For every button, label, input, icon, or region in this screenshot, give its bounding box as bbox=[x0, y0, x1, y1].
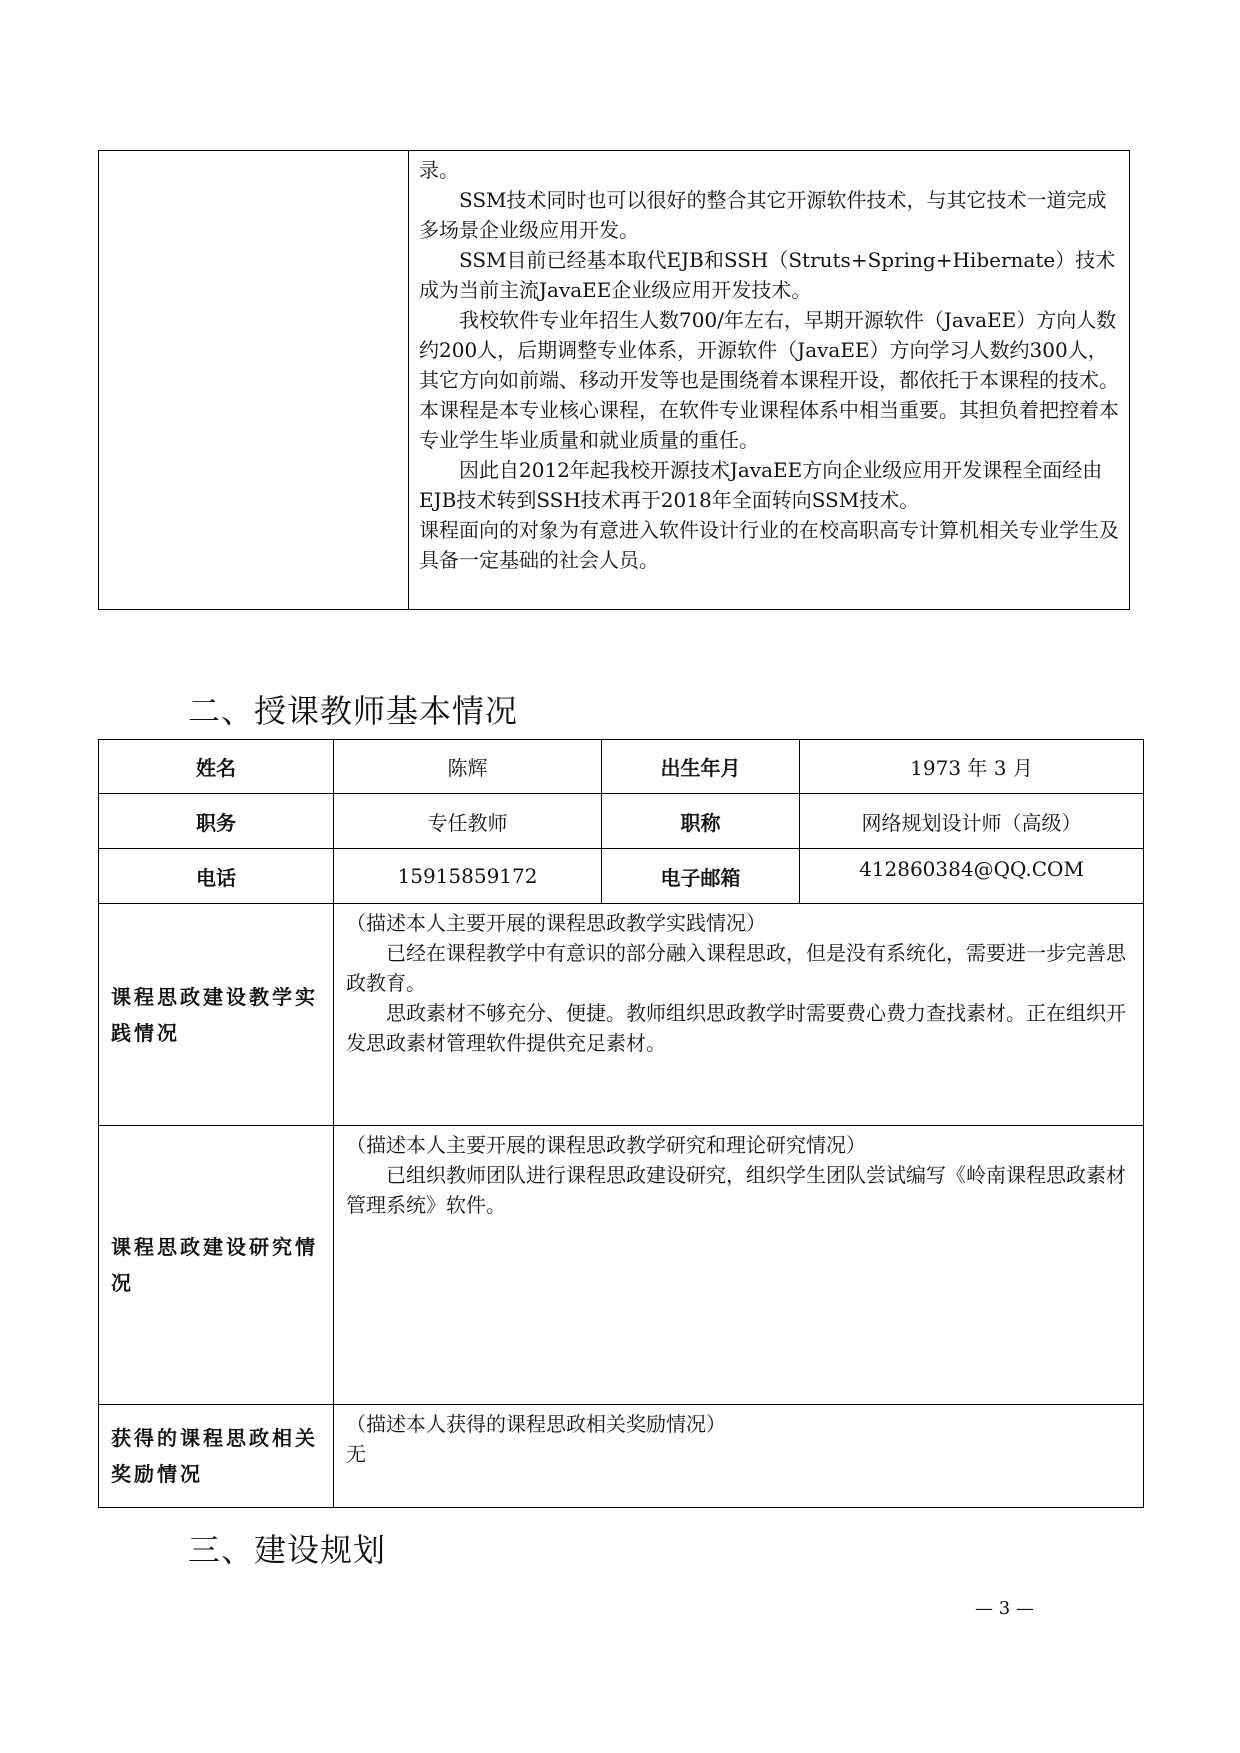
birth-value: 1973 年 3 月 bbox=[800, 740, 1144, 794]
course-intro-label-cell bbox=[99, 151, 409, 609]
intro-paragraph: SSM技术同时也可以很好的整合其它开源软件技术，与其它技术一道完成多场景企业级应用开发。 bbox=[419, 188, 1107, 242]
research-hint: （描述本人主要开展的课程思政教学研究和理论研究情况） bbox=[346, 1133, 866, 1157]
course-intro-table bbox=[98, 150, 1130, 610]
position-label: 职务 bbox=[99, 794, 334, 849]
position-value: 专任教师 bbox=[334, 794, 602, 849]
practice-label: 课程思政建设教学实践情况 bbox=[99, 904, 334, 1126]
awards-label: 获得的课程思政相关奖励情况 bbox=[99, 1405, 334, 1508]
email-value: 412860384@QQ.COM bbox=[800, 849, 1144, 904]
research-cell bbox=[334, 1126, 1144, 1405]
awards-cell bbox=[334, 1405, 1144, 1508]
title-value: 网络规划设计师（高级） bbox=[800, 794, 1144, 849]
section-2-title: 二、授课教师基本情况 bbox=[188, 692, 519, 730]
awards-value: 无 bbox=[346, 1442, 366, 1466]
section-3-title: 三、建设规划 bbox=[188, 1531, 387, 1569]
intro-paragraph: 录。 bbox=[419, 158, 459, 182]
practice-cell bbox=[334, 904, 1144, 1126]
phone-label: 电话 bbox=[99, 849, 334, 904]
intro-paragraph: SSM目前已经基本取代EJB和SSH（Struts+Spring+Hibernate）技术成为当前主流JavaEE企业级应用开发技术。 bbox=[419, 248, 1116, 302]
practice-paragraph: 已经在课程教学中有意识的部分融入课程思政，但是没有系统化，需要进一步完善思政教育。 bbox=[346, 941, 1126, 995]
name-label: 姓名 bbox=[99, 740, 334, 794]
practice-paragraph: 思政素材不够充分、便捷。教师组织思政教学时需要费心费力查找素材。正在组织开发思政素材管理软件提供充足素材。 bbox=[346, 1001, 1126, 1055]
email-label: 电子邮箱 bbox=[602, 849, 800, 904]
teacher-info-table bbox=[98, 739, 1144, 1508]
course-intro-text bbox=[419, 155, 1119, 575]
name-value: 陈辉 bbox=[334, 740, 602, 794]
phone-value: 15915859172 bbox=[334, 849, 602, 904]
birth-label: 出生年月 bbox=[602, 740, 800, 794]
intro-paragraph: 课程面向的对象为有意进入软件设计行业的在校高职高专计算机相关专业学生及具备一定基础的社会人员。 bbox=[419, 518, 1119, 572]
research-label: 课程思政建设研究情况 bbox=[99, 1126, 334, 1405]
intro-paragraph: 我校软件专业年招生人数700/年左右，早期开源软件（JavaEE）方向人数约200人，后期调整专业体系，开源软件（JavaEE）方向学习人数约300人，其它方向如前端、移动开发等也是围绕着本课程开设，都依托于本课程的技术。本课程是本专业核心课程，在软件专业课程体系中相当重要。其担负着把控着本专业学生毕业质量和就业质量的重任。 bbox=[419, 308, 1119, 452]
awards-hint: （描述本人获得的课程思政相关奖励情况） bbox=[346, 1412, 726, 1436]
intro-paragraph: 因此自2012年起我校开源技术JavaEE方向企业级应用开发课程全面经由EJB技术转到SSH技术再于2018年全面转向SSM技术。 bbox=[419, 458, 1103, 512]
research-paragraph: 已组织教师团队进行课程思政建设研究，组织学生团队尝试编写《岭南课程思政素材管理系统》软件。 bbox=[346, 1163, 1126, 1217]
page-number: — 3 — bbox=[975, 1598, 1034, 1619]
title-label: 职称 bbox=[602, 794, 800, 849]
practice-hint: （描述本人主要开展的课程思政教学实践情况） bbox=[346, 911, 766, 935]
